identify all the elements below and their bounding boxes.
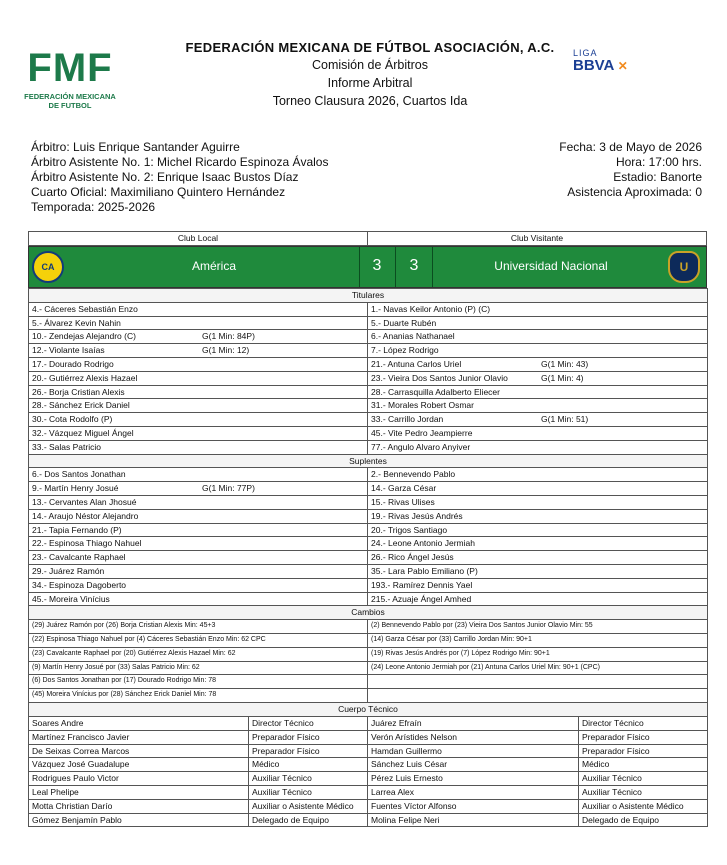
visit-club-label: Club Visitante xyxy=(368,232,707,246)
player-name: 33.- Carrillo Jordan xyxy=(371,414,444,425)
visit-score: 3 xyxy=(409,257,419,274)
visit-player xyxy=(368,592,708,606)
local-change: (29) Juárez Ramón por (26) Borja Cristian Alexis Min: 45+3 xyxy=(29,620,368,634)
local-staff-name: Leal Phelipe xyxy=(29,785,249,799)
visit-staff-role: Auxiliar Técnico xyxy=(579,785,708,799)
visit-player xyxy=(368,564,708,578)
score-bar xyxy=(28,246,707,288)
table-row xyxy=(29,633,708,647)
local-staff-role: Médico xyxy=(249,758,368,772)
player-name: 15.- Rivas Ulises xyxy=(371,496,435,507)
table-row xyxy=(29,730,708,744)
local-staff-role: Auxiliar Técnico xyxy=(249,785,368,799)
visit-player xyxy=(368,551,708,565)
visit-change: (19) Rivas Jesús Andrés por (7) López Rodrigo Min: 90+1 xyxy=(368,647,708,661)
visit-player xyxy=(368,495,708,509)
staff-table xyxy=(28,716,708,827)
visit-change: (14) Garza César por (33) Carrillo Jordan Min: 90+1 xyxy=(368,633,708,647)
local-player xyxy=(29,413,368,427)
player-name: 21.- Tapia Fernando (P) xyxy=(32,524,122,535)
starters-section-label: Titulares xyxy=(29,289,708,303)
player-name: 23.- Vieira Dos Santos Junior Olavio xyxy=(371,372,508,383)
local-player xyxy=(29,330,368,344)
assistant-2: Árbitro Asistente No. 2: Enrique Isaac Bustos Díaz xyxy=(31,170,299,184)
table-row xyxy=(29,592,708,606)
local-change: (22) Espinosa Thiago Nahuel por (4) Cáceres Sebastián Enzo Min: 62 CPC xyxy=(29,633,368,647)
fmf-logo-sub2: DE FUTBOL xyxy=(48,101,92,110)
clubs-header xyxy=(28,231,707,246)
local-staff-name: Gómez Benjamín Pablo xyxy=(29,813,249,827)
local-club-label: Club Local xyxy=(29,232,368,246)
player-name: 28.- Carrasquilla Adalberto Eliecer xyxy=(371,386,500,397)
lineups-table xyxy=(28,288,708,717)
local-staff-name: Motta Christian Darío xyxy=(29,799,249,813)
goal-note: G(1 Min: 84P) xyxy=(202,331,255,342)
match-stadium: Estadio: Banorte xyxy=(613,170,702,184)
visit-staff-name: Fuentes Víctor Alfonso xyxy=(368,799,579,813)
table-row xyxy=(29,758,708,772)
fmf-logo-sub1: FEDERACIÓN MEXICANA xyxy=(24,92,116,101)
player-name: 13.- Cervantes Alan Jhosué xyxy=(32,496,137,507)
table-row xyxy=(29,399,708,413)
player-name: 20.- Gutiérrez Alexis Hazael xyxy=(32,372,138,383)
player-name: 21.- Antuna Carlos Uriel xyxy=(371,358,462,369)
visit-staff-name: Hamdan Guillermo xyxy=(368,744,579,758)
player-name: 77.- Angulo Alvaro Anyiver xyxy=(371,441,471,452)
visit-player xyxy=(368,523,708,537)
visit-team-name: Universidad Nacional xyxy=(494,259,608,273)
player-name: 30.- Cota Rodolfo (P) xyxy=(32,414,113,425)
local-player xyxy=(29,537,368,551)
staff-section-label: Cuerpo Técnico xyxy=(29,702,708,716)
player-name: 14.- Araujo Néstor Alejandro xyxy=(32,510,139,521)
officials-block xyxy=(31,140,328,215)
local-staff-name: Vázquez José Guadalupe xyxy=(29,758,249,772)
player-name: 5.- Álvarez Kevin Nahin xyxy=(32,317,121,328)
player-name: 31.- Morales Robert Osmar xyxy=(371,400,474,411)
liga-main-label: BBVA xyxy=(573,57,615,74)
table-row xyxy=(29,772,708,786)
local-player xyxy=(29,399,368,413)
local-player xyxy=(29,371,368,385)
visit-staff-role: Delegado de Equipo xyxy=(579,813,708,827)
local-player xyxy=(29,357,368,371)
player-name: 12.- Violante Isaías xyxy=(32,345,105,356)
table-row xyxy=(29,551,708,565)
local-staff-role: Preparador Físico xyxy=(249,744,368,758)
player-name: 1.- Navas Keilor Antonio (P) (C) xyxy=(371,303,491,314)
visit-staff-role: Médico xyxy=(579,758,708,772)
local-staff-name: Rodrigues Paulo Victor xyxy=(29,772,249,786)
player-name: 29.- Juárez Ramón xyxy=(32,565,105,576)
table-row xyxy=(29,799,708,813)
table-row xyxy=(29,371,708,385)
player-name: 26.- Rico Ángel Jesús xyxy=(371,552,454,563)
table-row xyxy=(29,564,708,578)
local-player xyxy=(29,426,368,440)
player-name: 22.- Espinosa Thiago Nahuel xyxy=(32,538,142,549)
table-row xyxy=(29,509,708,523)
america-crest-icon: CA xyxy=(32,251,64,283)
table-row xyxy=(29,578,708,592)
visit-staff-name: Molina Felipe Neri xyxy=(368,813,579,827)
table-row xyxy=(29,302,708,316)
local-player xyxy=(29,385,368,399)
local-staff-name: Soares Andre xyxy=(29,717,249,731)
local-player xyxy=(29,523,368,537)
visit-player xyxy=(368,509,708,523)
visit-staff-name: Larrea Alex xyxy=(368,785,579,799)
player-name: 6.- Dos Santos Jonathan xyxy=(32,469,126,480)
player-name: 35.- Lara Pablo Emiliano (P) xyxy=(371,565,478,576)
table-row xyxy=(29,620,708,634)
visit-player xyxy=(368,578,708,592)
local-staff-role: Preparador Físico xyxy=(249,730,368,744)
pumas-crest-icon: U xyxy=(668,251,700,283)
assistant-1: Árbitro Asistente No. 1: Michel Ricardo Espinoza Ávalos xyxy=(31,155,329,169)
player-name: 7.- López Rodrigo xyxy=(371,345,439,356)
visit-staff-role: Auxiliar o Asistente Médico xyxy=(579,799,708,813)
table-row xyxy=(29,426,708,440)
local-player xyxy=(29,344,368,358)
player-name: 23.- Cavalcante Raphael xyxy=(32,552,126,563)
player-name: 17.- Dourado Rodrigo xyxy=(32,358,114,369)
table-row xyxy=(29,385,708,399)
local-team-name: América xyxy=(191,259,236,273)
table-row xyxy=(29,717,708,731)
staff-section xyxy=(29,702,708,716)
local-player xyxy=(29,468,368,482)
local-player xyxy=(29,509,368,523)
player-name: 215.- Azuaje Ángel Amhed xyxy=(371,593,472,604)
match-attendance: Asistencia Aproximada: 0 xyxy=(567,185,702,199)
table-row xyxy=(29,482,708,496)
fmf-logo-text: FMF xyxy=(27,46,113,90)
local-player xyxy=(29,440,368,454)
visit-change xyxy=(368,675,708,689)
table-row xyxy=(29,330,708,344)
player-name: 45.- Vite Pedro Jeampierre xyxy=(371,427,473,438)
subs-section-label: Suplentes xyxy=(29,454,708,468)
local-player xyxy=(29,316,368,330)
changes-section xyxy=(29,606,708,620)
visit-player xyxy=(368,330,708,344)
visit-player xyxy=(368,316,708,330)
local-change: (9) Martín Henry Josué por (33) Salas Patricio Min: 62 xyxy=(29,661,368,675)
table-row xyxy=(29,357,708,371)
player-name: 5.- Duarte Rubén xyxy=(371,317,437,328)
player-name: 10.- Zendejas Alejandro (C) xyxy=(32,331,136,342)
match-info-block xyxy=(559,140,702,200)
table-row xyxy=(29,647,708,661)
table-row xyxy=(29,413,708,427)
player-name: 20.- Trigos Santiago xyxy=(371,524,448,535)
referee: Árbitro: Luis Enrique Santander Aguirre xyxy=(31,140,240,154)
visit-player xyxy=(368,426,708,440)
local-player xyxy=(29,551,368,565)
visit-player xyxy=(368,482,708,496)
local-score: 3 xyxy=(372,257,382,274)
local-staff-role: Auxiliar Técnico xyxy=(249,772,368,786)
report-type: Informe Arbitral xyxy=(327,76,413,90)
mx-logo-icon: ✕ xyxy=(614,59,628,73)
goal-note: G(1 Min: 4) xyxy=(541,372,584,383)
fmf-logo xyxy=(24,48,116,110)
goal-note: G(1 Min: 43) xyxy=(541,358,589,369)
player-name: 2.- Bennevendo Pablo xyxy=(371,469,456,480)
commission-line: Comisión de Árbitros xyxy=(311,58,428,72)
visit-change xyxy=(368,689,708,703)
player-name: 34.- Espinoza Dagoberto xyxy=(32,579,127,590)
table-row xyxy=(29,813,708,827)
visit-player xyxy=(368,537,708,551)
visit-player xyxy=(368,413,708,427)
player-name: 19.- Rivas Jesús Andrés xyxy=(371,510,463,521)
report-header xyxy=(160,40,580,110)
table-row xyxy=(29,523,708,537)
visit-player xyxy=(368,357,708,371)
table-row xyxy=(29,689,708,703)
player-name: 32.- Vázquez Miguel Ángel xyxy=(32,427,134,438)
player-name: 26.- Borja Cristian Alexis xyxy=(32,386,125,397)
player-name: 14.- Garza César xyxy=(371,483,437,494)
visit-player xyxy=(368,440,708,454)
visit-staff-name: Pérez Luis Ernesto xyxy=(368,772,579,786)
goal-note: G(1 Min: 51) xyxy=(541,414,589,425)
local-player xyxy=(29,482,368,496)
local-staff-role: Delegado de Equipo xyxy=(249,813,368,827)
visit-staff-name: Sánchez Luis César xyxy=(368,758,579,772)
liga-label: LIGA xyxy=(573,48,598,58)
visit-player xyxy=(368,399,708,413)
player-name: 4.- Cáceres Sebastián Enzo xyxy=(32,303,138,314)
table-row xyxy=(29,495,708,509)
local-player xyxy=(29,302,368,316)
table-row xyxy=(29,344,708,358)
season: Temporada: 2025-2026 xyxy=(31,200,156,214)
goal-note: G(1 Min: 77P) xyxy=(202,483,255,494)
local-change: (23) Cavalcante Raphael por (20) Gutiérrez Alexis Hazael Min: 62 xyxy=(29,647,368,661)
visit-staff-name: Juárez Efraín xyxy=(368,717,579,731)
table-row xyxy=(29,537,708,551)
federation-title: FEDERACIÓN MEXICANA DE FÚTBOL ASOCIACIÓN, A.C. xyxy=(185,40,555,55)
visit-staff-role: Director Técnico xyxy=(579,717,708,731)
table-row xyxy=(29,468,708,482)
player-name: 6.- Ananias Nathanael xyxy=(371,331,455,342)
local-change: (6) Dos Santos Jonathan por (17) Dourado Rodrigo Min: 78 xyxy=(29,675,368,689)
table-row xyxy=(29,785,708,799)
table-row xyxy=(29,440,708,454)
visit-player xyxy=(368,385,708,399)
player-name: 9.- Martín Henry Josué xyxy=(32,483,119,494)
local-player xyxy=(29,578,368,592)
table-row xyxy=(29,675,708,689)
starters-section xyxy=(29,289,708,303)
visit-player xyxy=(368,302,708,316)
table-row xyxy=(29,744,708,758)
match-date: Fecha: 3 de Mayo de 2026 xyxy=(559,140,702,154)
local-staff-role: Director Técnico xyxy=(249,717,368,731)
match-time: Hora: 17:00 hrs. xyxy=(615,155,702,169)
liga-bbva-logo xyxy=(573,48,663,74)
local-player xyxy=(29,564,368,578)
local-staff-name: Martínez Francisco Javier xyxy=(29,730,249,744)
player-name: 33.- Salas Patricio xyxy=(32,441,101,452)
visit-staff-role: Preparador Físico xyxy=(579,744,708,758)
local-change: (45) Moreira Vinícius por (28) Sánchez Erick Daniel Min: 78 xyxy=(29,689,368,703)
local-staff-role: Auxiliar o Asistente Médico xyxy=(249,799,368,813)
subs-section xyxy=(29,454,708,468)
visit-change: (24) Leone Antonio Jermiah por (21) Antuna Carlos Uriel Min: 90+1 (CPC) xyxy=(368,661,708,675)
tournament-line: Torneo Clausura 2026, Cuartos Ida xyxy=(272,94,468,108)
player-name: 24.- Leone Antonio Jermiah xyxy=(371,538,475,549)
player-name: 45.- Moreira Vinícius xyxy=(32,593,110,604)
visit-player xyxy=(368,344,708,358)
table-row xyxy=(29,661,708,675)
player-name: 193.- Ramírez Dennis Yael xyxy=(371,579,473,590)
visit-player xyxy=(368,371,708,385)
goal-note: G(1 Min: 12) xyxy=(202,345,250,356)
local-staff-name: De Seixas Correa Marcos xyxy=(29,744,249,758)
local-player xyxy=(29,592,368,606)
local-player xyxy=(29,495,368,509)
visit-change: (2) Bennevendo Pablo por (23) Vieira Dos Santos Junior Olavio Min: 55 xyxy=(368,620,708,634)
player-name: 28.- Sánchez Erick Daniel xyxy=(32,400,130,411)
changes-section-label: Cambios xyxy=(29,606,708,620)
visit-staff-name: Verón Arístides Nelson xyxy=(368,730,579,744)
visit-staff-role: Auxiliar Técnico xyxy=(579,772,708,786)
visit-staff-role: Preparador Físico xyxy=(579,730,708,744)
fourth-official: Cuarto Oficial: Maximiliano Quintero Hernández xyxy=(31,185,286,199)
table-row xyxy=(29,316,708,330)
visit-player xyxy=(368,468,708,482)
